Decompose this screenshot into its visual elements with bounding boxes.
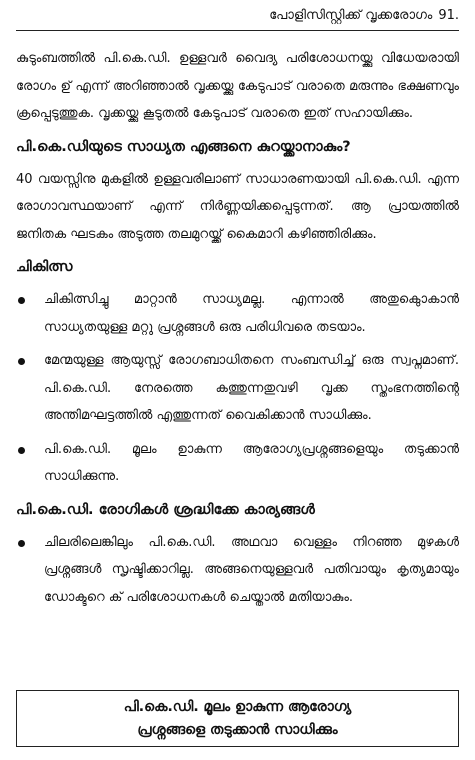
list-item-text: പി.കെ.ഡി. മൂലം ഉാകുന്ന ആരോഗ്യപ്രശ്നങ്ങളെയും തടുക്കാൻ സാധിക്കുന്നു. bbox=[44, 441, 459, 484]
section-heading-treatment: ചികിത്സ bbox=[16, 259, 73, 275]
section-heading-risk-reduction: പി.കെ.ഡിയുടെ സാധ്യത എങ്ങനെ കുറയ്ക്കാനാകും? bbox=[16, 138, 351, 155]
list-item-text: ചിലരിലെങ്കിലും പി.കെ.ഡി. അഥവാ വെള്ളം നിറഞ്ഞ മുഴകൾ പ്രശ്നങ്ങൾ സൃഷ്ടിക്കാറില്ല. അങ്ങനെയുള്ളവർ പതിവായും കൃത്യമായും ഡോക്ടറെ ക് പരിശോധനകൾ ചെയ്താൽ മതിയാകും. bbox=[44, 534, 459, 605]
bullet-icon bbox=[18, 540, 25, 547]
callout-line-2: പ്രശ്നങ്ങളെ തടുക്കാൻ സാധിക്കും bbox=[137, 721, 338, 738]
callout-box bbox=[16, 690, 459, 747]
list-item bbox=[16, 529, 459, 612]
intro-paragraph: കുടുംബത്തിൽ പി.കെ.ഡി. ഉള്ളവർ വൈദ്യ പരിശോധനയ്ക്കു വിധേയരായി രോഗം ഉ് എന്ന് അറിഞ്ഞാൽ വൃക്കയ്ക്കു കേടുപാട് വരാതെ മരുന്നും ഭക്ഷണവും ക്രപ്പെടുത്തുക. വൃക്കയ്ക്കു കൂടുതൽ കേടുപാട് വരാതെ ഇത് സഹായിക്കും. bbox=[16, 51, 459, 121]
list-item bbox=[16, 436, 459, 491]
section-heading-precautions: പി.കെ.ഡി. രോഗികൾ ശ്രദ്ധിക്കേ കാര്യങ്ങൾ bbox=[16, 501, 315, 518]
running-header bbox=[16, 0, 459, 31]
list-item-text: മേന്മയുള്ള ആയുസ്സ് രോഗബാധിതനെ സംബന്ധിച്ച് ഒരു സ്വപ്നമാണ്. പി.കെ.ഡി. നേരത്തെ കത്തുന്നതുവഴി വൃക്ക സ്തംഭനത്തിന്റെ അന്തിമഘട്ടത്തിൽ എത്തുന്നത് വൈകിക്കാൻ സാധിക്കും. bbox=[44, 353, 459, 423]
running-title: പോളിസിസ്റ്റിക്ക് വൃക്കരോഗം bbox=[269, 7, 433, 23]
bullet-icon bbox=[18, 447, 25, 454]
risk-reduction-paragraph: 40 വയസ്സിനു മുകളിൽ ഉള്ളവരിലാണ് സാധാരണയായി പി.കെ.ഡി. എന്ന രോഗാവസ്ഥയാണ് എന്ന് നിർണ്ണയിക്കപ്പെടുന്നത്. ആ പ്രായത്തിൽ ജനിതക ഘടകം അടുത്ത തലമുറയ്ക്ക് കൈമാറി കഴിഞ്ഞിരിക്കും. bbox=[16, 171, 459, 242]
bullet-icon bbox=[18, 358, 25, 365]
callout-line-1: പി.കെ.ഡി. മൂലം ഉാകുന്ന ആരോഗ്യ bbox=[123, 698, 352, 715]
page-number: 91. bbox=[438, 7, 459, 23]
bullet-icon bbox=[18, 297, 25, 304]
list-item bbox=[16, 286, 459, 341]
treatment-list bbox=[16, 286, 459, 491]
list-item-text: ചികിത്സിച്ചു മാറ്റാൻ സാധ്യമല്ല. എന്നാൽ അതുകൊുകാൻ സാധ്യതയുള്ള മറ്റു പ്രശ്നങ്ങൾ ഒരു പരിധിവരെ തടയാം. bbox=[44, 292, 459, 335]
list-item bbox=[16, 347, 459, 430]
precautions-list bbox=[16, 529, 459, 612]
